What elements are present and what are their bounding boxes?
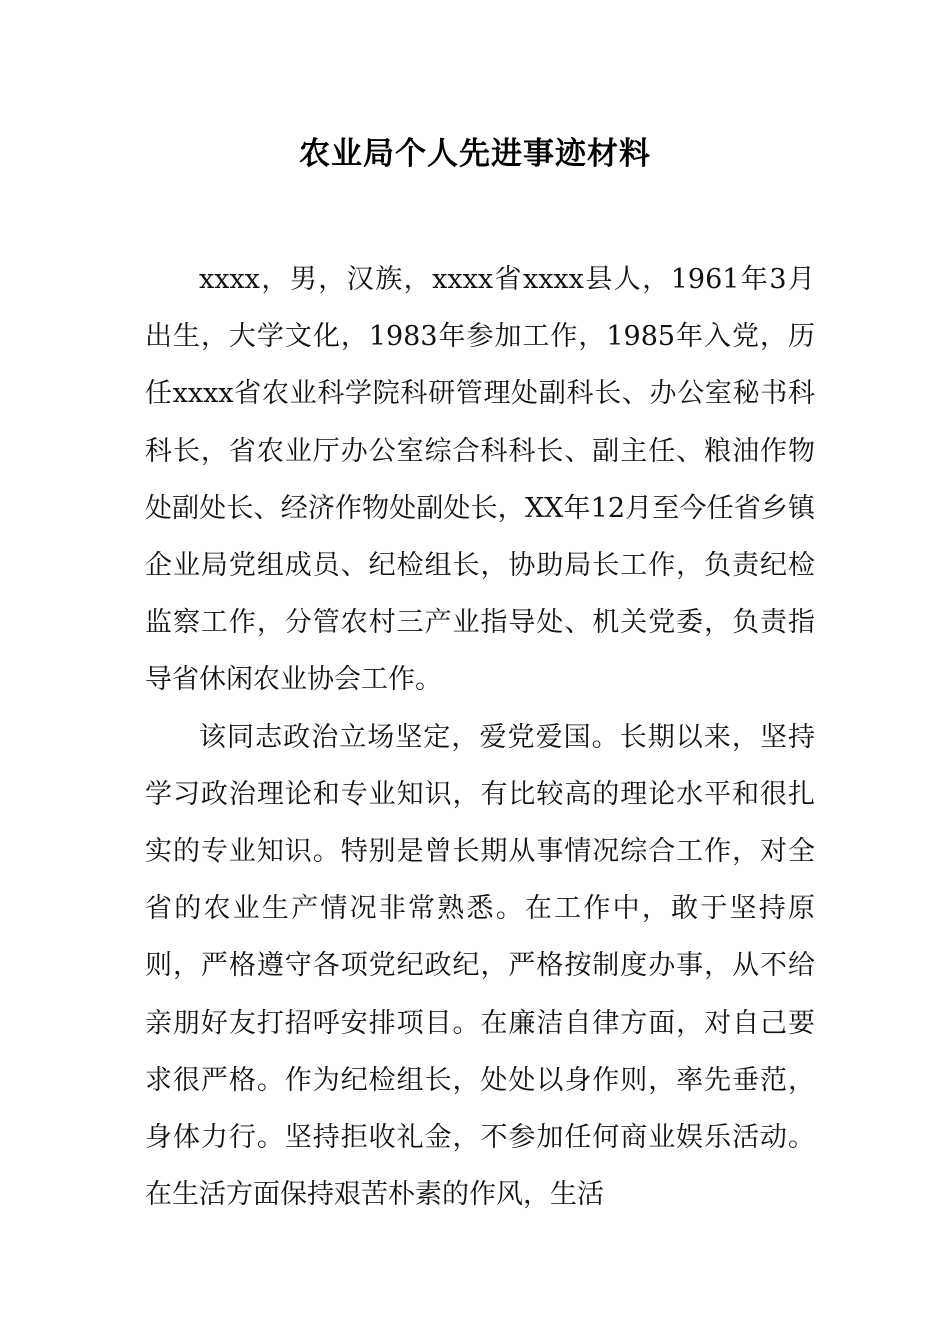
paragraph-2: 该同志政治立场坚定，爱党爱国。长期以来，坚持学习政治理论和专业知识，有比较高的理论水平和很扎实的专业知识。特别是曾长期从事情况综合工作，对全省的农业生产情况非常熟悉。在工作中，敢于坚持原则，严格遵守各项党纪政纪，严格按制度办事，从不给亲朋好友打招呼安排项目。在廉洁自律方面，对自己要求很严格。作为纪检组长，处处以身作则，率先垂范，身体力行。坚持拒收礼金，不参加任何商业娱乐活动。在生活方面保持艰苦朴素的作风，生活 [145,721,815,1211]
document-title: 农业局个人先进事迹材料 [299,136,651,172]
document-body [145,251,815,1223]
paragraph-1: xxxx，男，汉族，xxxx省xxxx县人，1961年3月出生，大学文化，1983年参加工作，1985年入党，历任xxxx省农业科学院科研管理处副科长、办公室秘书科科长，省农业厅办公室综合科科长、副主任、粮油作物处副处长、经济作物处副处长，XX年12月至今任省乡镇企业局党组成员、纪检组长，协助局长工作，负责纪检监察工作，分管农村三产业指导处、机关党委，负责指导省休闲农业协会工作。 [145,264,815,696]
